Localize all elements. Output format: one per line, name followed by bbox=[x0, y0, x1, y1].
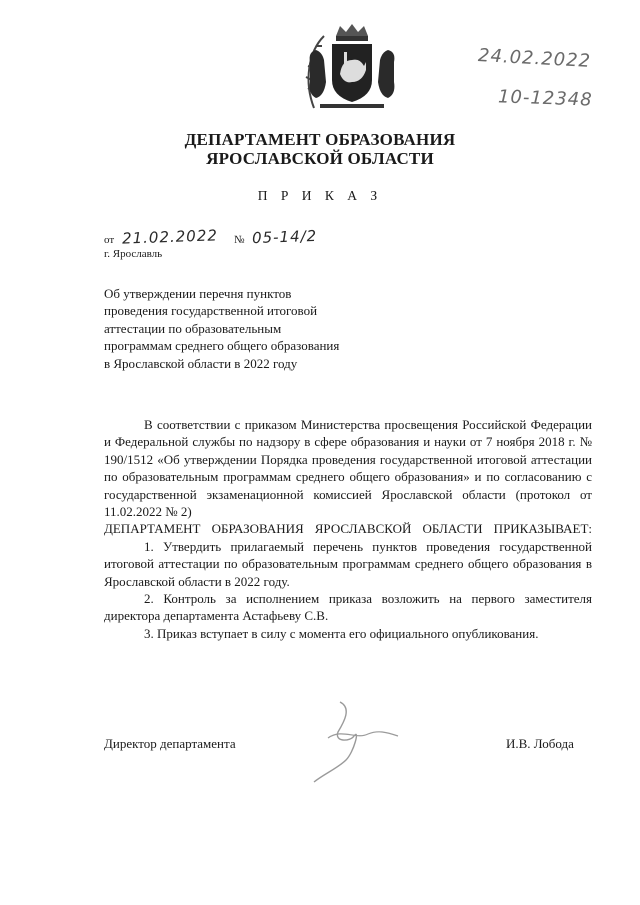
signatory-title: Директор департамента bbox=[104, 736, 236, 751]
order-date: 21.02.2022 bbox=[121, 226, 219, 248]
registration-stamp-number: 10-12348 bbox=[497, 86, 594, 111]
preamble-paragraph: В соответствии с приказом Министерства просвещения Российской Федерации и Федеральной службы по надзору в сфере образования и науки от 7 ноября 2018 г. № 190/1512 «Об утверждении Порядка проведения государственной итоговой аттестации по образовательным программам среднего общего образования» и по согласованию с государственной экзаменационной комиссией Ярославской области (протокол от 11.02.2022 № 2) bbox=[104, 417, 592, 520]
department-heading-line-1: ДЕПАРТАМЕНТ ОБРАЗОВАНИЯ bbox=[184, 130, 456, 149]
department-heading-line-2: ЯРОСЛАВСКОЙ ОБЛАСТИ bbox=[206, 149, 434, 168]
date-prefix: от bbox=[104, 234, 115, 246]
order-number: 05-14/2 bbox=[251, 226, 318, 248]
order-title: П Р И К А З bbox=[257, 188, 383, 203]
city: г. Ярославль bbox=[104, 248, 163, 260]
handwritten-signature bbox=[294, 698, 404, 784]
signatory-name: И.В. Лобода bbox=[506, 736, 574, 751]
order-item-2: 2. Контроль за исполнением приказа возложить на первого заместителя директора департамента Астафьеву С.В. bbox=[104, 591, 592, 624]
order-item-1: 1. Утвердить прилагаемый перечень пунктов проведения государственной итоговой аттестации по образовательным программам среднего общего образования в Ярославской области в 2022 году. bbox=[104, 538, 592, 589]
coat-of-arms-emblem bbox=[300, 22, 404, 114]
order-body bbox=[104, 416, 592, 642]
registration-stamp-date: 24.02.2022 bbox=[477, 45, 592, 72]
number-prefix: № bbox=[234, 234, 245, 246]
directive-paragraph: ДЕПАРТАМЕНТ ОБРАЗОВАНИЯ ЯРОСЛАВСКОЙ ОБЛАСТИ ПРИКАЗЫВАЕТ: bbox=[104, 521, 592, 537]
order-subject: Об утверждении перечня пунктов проведения государственной итоговой аттестации по образовательным программам среднего общего образования в Ярославской области в 2022 году bbox=[104, 286, 340, 371]
department-heading bbox=[0, 130, 640, 168]
order-item-3: 3. Приказ вступает в силу с момента его официального опубликования. bbox=[144, 625, 539, 641]
